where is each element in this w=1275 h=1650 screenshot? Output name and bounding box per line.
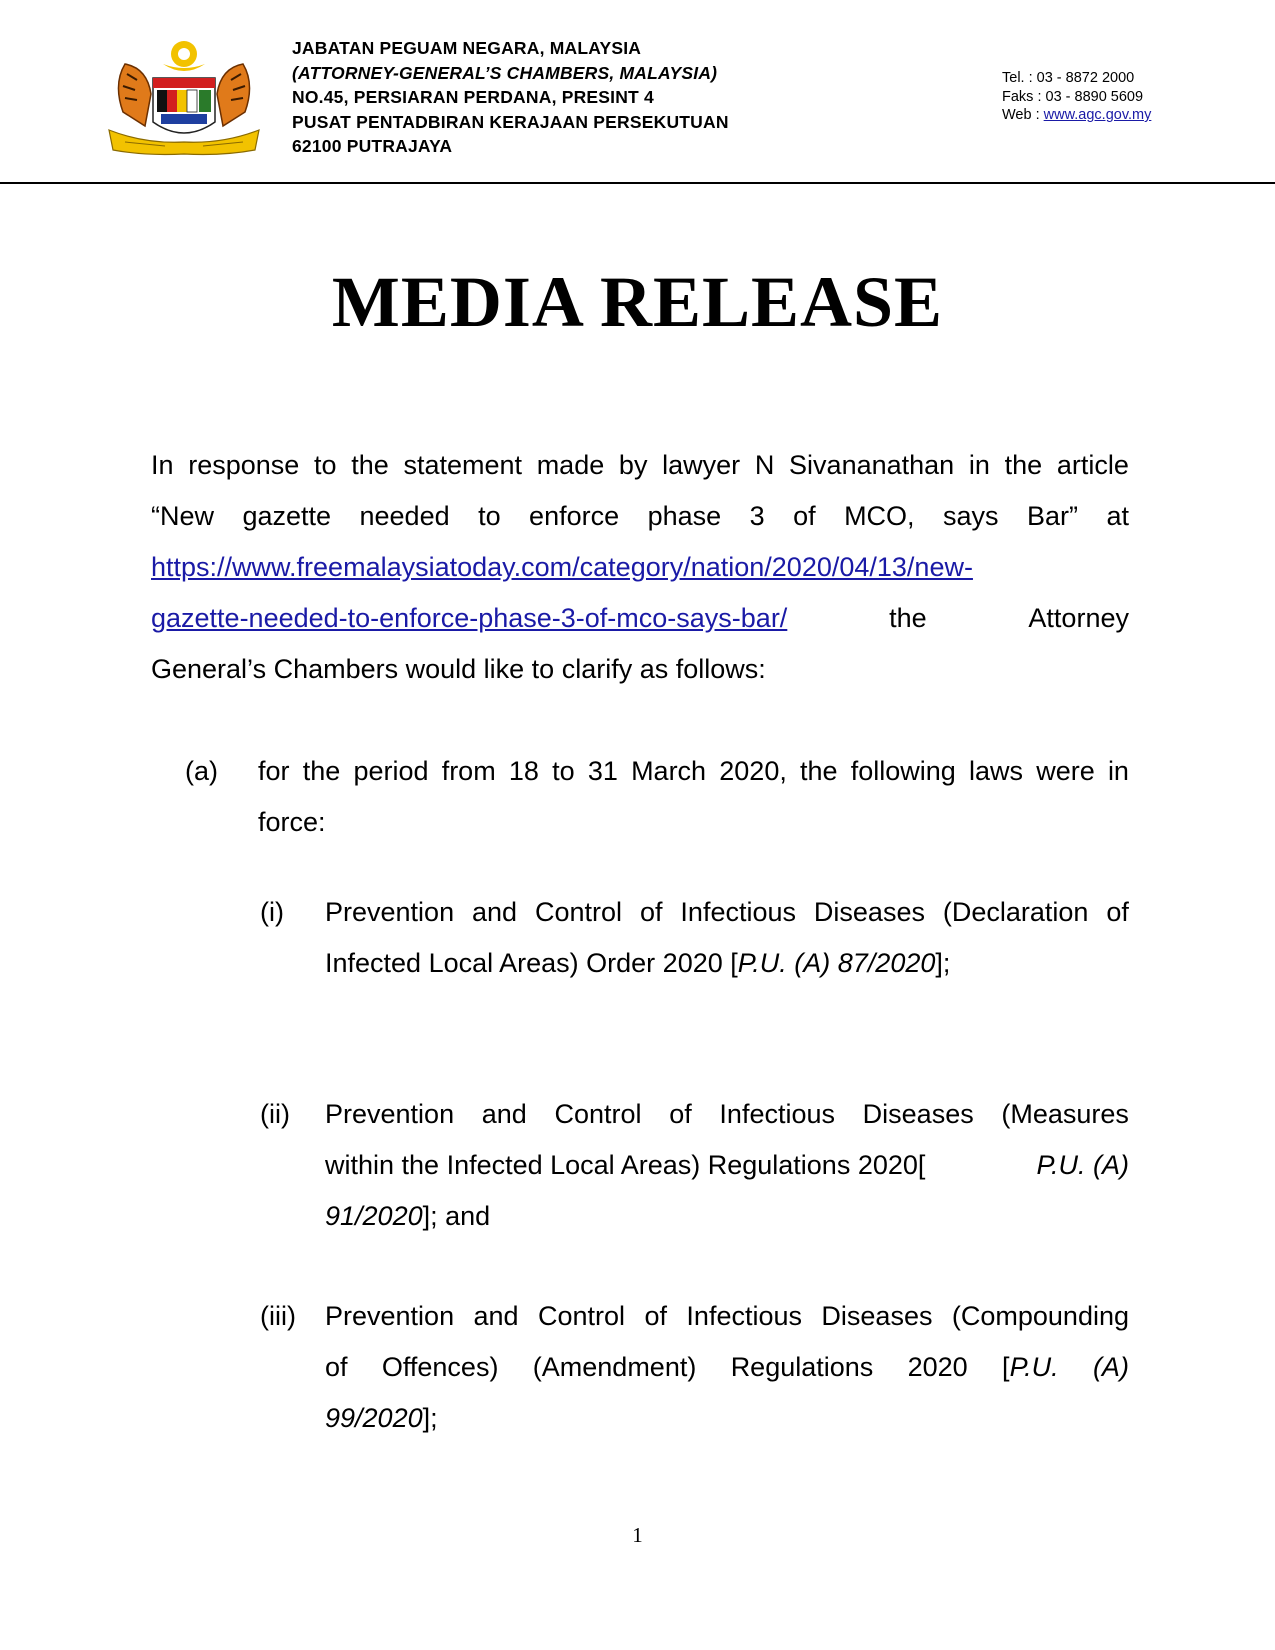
address-line-3: 62100 PUTRAJAYA [292,136,453,157]
justified-word: enforce [529,501,620,531]
article-link-continued[interactable]: gazette-needed-to-enforce-phase-3-of-mco-says-bar/ [151,603,788,633]
item-word [1002,1342,1059,1393]
justified-word: says [943,501,999,531]
org-name: JABATAN PEGUAM NEGARA, MALAYSIA [292,38,642,58]
item-line [325,1393,1129,1444]
item-text: within the Infected Local Areas) Regulations 2020[ [325,1150,926,1180]
justified-word: N [754,450,775,480]
justified-word: 3 [749,501,765,531]
justified-word: period [353,756,429,786]
address-line-2: PUSAT PENTADBIRAN KERAJAAN PERSEKUTUAN [292,111,729,132]
item-line [325,1342,1129,1393]
item-line [325,1291,1129,1342]
coat-of-arms-emblem [105,34,263,156]
justified-word: made [536,450,605,480]
justified-word: following [850,756,956,786]
fax: Faks : 03 - 8890 5609 [1002,88,1144,105]
justified-word: phase [647,501,722,531]
justified-word: Prevention [325,1099,455,1129]
justified-word: Control [554,1099,642,1129]
justified-word: Infectious [680,897,796,927]
item-text: ]; and [422,1201,491,1231]
justified-word: article [1056,450,1129,480]
web-label: Web : [1002,107,1044,123]
item-line [258,746,1129,797]
pu-reference: 99/2020 [325,1403,423,1433]
justified-word: (Declaration [942,897,1089,927]
justified-word: from [441,756,496,786]
item-word: Offences) [381,1352,499,1382]
justified-word: of [639,897,663,927]
intro-paragraph [151,440,1129,695]
justified-word: Prevention [325,897,455,927]
contact-info [1002,69,1151,125]
address-line-1: NO.45, PERSIARAN PERDANA, PRESINT 4 [292,87,654,108]
justified-word: Control [535,897,623,927]
justified-word: to [313,450,337,480]
item-word: 2020 [907,1352,968,1382]
article-link[interactable]: https://www.freemalaysiatoday.com/category/nation/2020/04/13/new- [151,552,973,582]
justified-word: MCO, [844,501,915,531]
justified-word: Diseases [821,1301,933,1331]
justified-word: “New [151,501,215,531]
justified-word: in [1107,756,1129,786]
justified-word: 18 [508,756,539,786]
justified-word: in [968,450,990,480]
organization-address [292,36,729,159]
header-divider [0,182,1275,184]
justified-word: Infectious [719,1099,835,1129]
justified-word: Bar” [1027,501,1079,531]
item-line: force: [258,807,326,837]
item-marker: (ii) [260,1099,290,1129]
item-line [325,1089,1129,1140]
justified-word: at [1106,501,1129,531]
justified-word: 2020, [719,756,787,786]
intro-line [151,491,1129,542]
item-text: ]; [422,1403,438,1433]
justified-word: the [1004,450,1043,480]
pu-reference: P.U. [1009,1352,1059,1382]
justified-word: (Measures [1001,1099,1129,1129]
justified-word: (Compounding [951,1301,1129,1331]
justified-word: needed [359,501,450,531]
justified-word: to [552,756,575,786]
justified-word: by [618,450,648,480]
org-name-english: (ATTORNEY-GENERAL’S CHAMBERS, MALAYSIA) [292,62,718,83]
justified-word: March [631,756,707,786]
telephone: Tel. : 03 - 8872 2000 [1002,70,1135,86]
intro-line: General’s Chambers would like to clarify as follows: [151,654,766,684]
intro-line [151,593,1129,644]
justified-word: Diseases [813,897,925,927]
justified-word: of [669,1099,692,1129]
justified-word: response [188,450,300,480]
website [1002,106,1151,125]
intro-word: the [889,603,927,633]
website-link[interactable]: www.agc.gov.my [1043,107,1152,123]
item-word: of [325,1352,348,1382]
justified-word: lawyer [662,450,741,480]
justified-word: of [644,1301,667,1331]
item-text: Infected Local Areas) Order 2020 [ [325,948,738,978]
justified-word: to [478,501,501,531]
intro-line [151,542,1129,593]
pu-reference: 91/2020 [325,1201,423,1231]
page-number: 1 [632,1523,643,1547]
justified-word: statement [403,450,522,480]
justified-word: were [1036,756,1095,786]
justified-word: for [258,756,290,786]
justified-word: Prevention [325,1301,455,1331]
pu-reference: (A) [1092,1352,1129,1382]
justified-word: Control [538,1301,626,1331]
justified-word: Infectious [686,1301,802,1331]
justified-word: gazette [242,501,332,531]
item-line [325,1140,1129,1191]
justified-word: 31 [587,756,618,786]
item-marker: (iii) [260,1301,296,1331]
item-line [325,1191,1129,1242]
justified-word: the [800,756,838,786]
intro-line [151,440,1129,491]
item-line [325,887,1129,938]
justified-word: Diseases [862,1099,974,1129]
justified-word: and [472,897,518,927]
justified-word: In [151,450,174,480]
pu-reference: P.U. (A) 87/2020 [737,948,936,978]
item-line [325,938,1129,989]
bracket: [ [1002,1352,1010,1382]
item-marker: (i) [260,897,284,927]
item-marker: (a) [185,756,218,786]
item-text: ]; [935,948,951,978]
item-word: (Amendment) [532,1352,697,1382]
page-title: MEDIA RELEASE [331,262,944,342]
item-word: Regulations [730,1352,874,1382]
justified-word: of [1106,897,1129,927]
intro-word: Attorney [1028,603,1129,633]
justified-word: and [473,1301,519,1331]
pu-reference: P.U. (A) [1036,1150,1129,1180]
justified-word: laws [969,756,1024,786]
justified-word: of [793,501,816,531]
justified-word: Sivananathan [789,450,955,480]
justified-word: the [302,756,341,786]
justified-word: the [351,450,389,480]
justified-word: and [481,1099,527,1129]
